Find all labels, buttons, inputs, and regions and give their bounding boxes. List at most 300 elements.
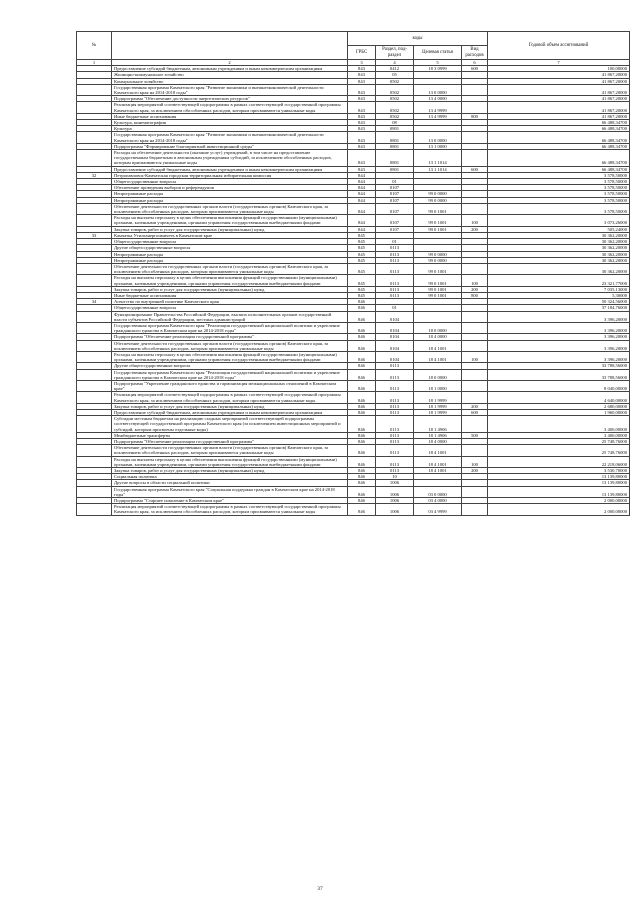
row-grbs: 845 <box>348 232 376 238</box>
row-sum: 33 788,56000 <box>488 363 630 369</box>
row-number <box>77 102 112 113</box>
row-sum: 30 362,20000 <box>488 257 630 263</box>
row-csr: 99 0 1001 <box>414 286 462 292</box>
row-name: Закупка товаров, работ и услуг для государственных (муниципальных) нужд <box>112 226 348 232</box>
row-name: Реализация мероприятий соответствующей подпрограммы в рамках соответствующей государственной программы Камчатского края, за исключением обособленных расходов, которым присваиваются уникальные коды <box>112 102 348 113</box>
row-name: Предоставление субсидий бюджетным, автономным учреждениям и иным некоммерческим организациям <box>112 66 348 72</box>
row-name: Закупка товаров, работ и услуг для государственных (муниципальных) нужд <box>112 403 348 409</box>
row-sum: 66 488,34700 <box>488 132 630 143</box>
row-number <box>77 311 112 322</box>
row-sum: 37 184,76000 <box>488 305 630 311</box>
row-vr <box>462 311 488 322</box>
row-name: Камчатка Утильзнергоимичеть в Камчатском крае <box>112 232 348 238</box>
row-csr: 13 1 0000 <box>414 143 462 149</box>
header-codes: коды <box>348 32 488 46</box>
row-grbs: 846 <box>348 445 376 456</box>
row-sum: 41 867,20000 <box>488 96 630 102</box>
row-razdel: 0113 <box>376 369 414 380</box>
row-name: Агентство по внутренней политике Камчатского края <box>112 299 348 305</box>
row-name: Закупка товаров, работ и услуг для государственных (муниципальных) нужд <box>112 286 348 292</box>
table-row <box>77 351 630 362</box>
row-grbs: 844 <box>348 226 376 232</box>
row-csr: 99 0 0000 <box>414 251 462 257</box>
row-csr: 99 0 1001 <box>414 215 462 226</box>
row-sum: 50 324,56000 <box>488 299 630 305</box>
row-razdel: 0502 <box>376 102 414 113</box>
row-name: Непрограммные расходы <box>112 197 348 203</box>
row-csr: 99 0 1001 <box>414 226 462 232</box>
row-sum: 3 396,20000 <box>488 322 630 333</box>
row-name: Государственная программа Камчатского края "Реализация государственной национальной политики и укрепление гражданского единства в Камчатском крае на 2014-2018 годы" <box>112 369 348 380</box>
row-grbs: 846 <box>348 468 376 474</box>
index-cell: 2 <box>112 60 348 66</box>
row-sum: 3 530,70000 <box>488 468 630 474</box>
row-sum: 25 748,76000 <box>488 445 630 456</box>
row-grbs: 845 <box>348 251 376 257</box>
row-name: Иные бюджетные ассигнования <box>112 292 348 298</box>
row-number <box>77 486 112 497</box>
row-vr: 600 <box>462 409 488 415</box>
row-grbs: 845 <box>348 275 376 286</box>
row-name: Подпрограмма "Обеспечение реализации государственной программы" <box>112 439 348 445</box>
row-csr: 03 0 0000 <box>414 486 462 497</box>
index-cell: 4 <box>376 60 414 66</box>
row-vr <box>462 150 488 167</box>
row-csr: 18 4 1001 <box>414 468 462 474</box>
row-number: 34 <box>77 299 112 305</box>
row-number <box>77 445 112 456</box>
row-grbs: 843 <box>348 78 376 84</box>
row-sum: 3 400,00000 <box>488 432 630 438</box>
row-razdel: 0113 <box>376 275 414 286</box>
header-grbs: ГРБС <box>348 46 376 60</box>
row-razdel: 0104 <box>376 311 414 322</box>
row-razdel: 1006 <box>376 486 414 497</box>
row-csr: 18 3 0999 <box>414 66 462 72</box>
row-csr: 99 0 0000 <box>414 257 462 263</box>
row-sum: 3 578,50000 <box>488 172 630 178</box>
row-sum: 23 321,77000 <box>488 275 630 286</box>
row-razdel: 01 <box>376 239 414 245</box>
header-csr: Целевая статья <box>414 46 462 60</box>
table-row <box>77 380 630 391</box>
row-sum: 7 035,13000 <box>488 286 630 292</box>
row-razdel: 0113 <box>376 257 414 263</box>
row-name: Культура, кинематография <box>112 120 348 126</box>
row-vr <box>462 504 488 515</box>
row-number <box>77 203 112 214</box>
row-csr: 18 0 0000 <box>414 369 462 380</box>
row-sum: 3 396,20000 <box>488 334 630 340</box>
header-name <box>112 32 348 60</box>
table-row <box>77 203 630 214</box>
row-grbs: 844 <box>348 191 376 197</box>
row-name: Реализация мероприятий соответствующей подпрограммы в рамках соответствующей государственной программы Камчатского края, за исключением обособленных расходов, которым присваиваются уникальные коды <box>112 392 348 403</box>
row-razdel: 1006 <box>376 504 414 515</box>
row-vr <box>462 203 488 214</box>
row-sum: 66 488,34700 <box>488 150 630 167</box>
table-row <box>77 340 630 351</box>
row-vr <box>462 340 488 351</box>
row-csr: 18 4 1001 <box>414 340 462 351</box>
row-vr: 800 <box>462 113 488 119</box>
row-grbs: 846 <box>348 380 376 391</box>
row-vr: 100 <box>462 456 488 467</box>
row-razdel: 0801 <box>376 143 414 149</box>
header-sum: Годовой объем ассигнований <box>488 32 630 60</box>
row-csr: 18 4 0000 <box>414 334 462 340</box>
row-vr <box>462 486 488 497</box>
row-sum: 3 578,50000 <box>488 203 630 214</box>
table-row <box>77 84 630 95</box>
row-name: Иные бюджетные ассигнования <box>112 113 348 119</box>
row-grbs: 846 <box>348 311 376 322</box>
row-vr: 800 <box>462 292 488 298</box>
table-row <box>77 132 630 143</box>
row-grbs: 843 <box>348 143 376 149</box>
row-razdel: 0113 <box>376 445 414 456</box>
row-vr <box>462 84 488 95</box>
index-cell: 7 <box>488 60 630 66</box>
row-sum: 5,30000 <box>488 292 630 298</box>
row-sum: 41 867,20000 <box>488 78 630 84</box>
index-cell: 5 <box>414 60 462 66</box>
table-row <box>77 456 630 467</box>
row-sum: 30 362,20000 <box>488 251 630 257</box>
row-csr: 18 1 9999 <box>414 403 462 409</box>
index-cell: 1 <box>77 60 112 66</box>
row-razdel: 0502 <box>376 96 414 102</box>
row-razdel: 0113 <box>376 263 414 274</box>
row-name: Предоставление субсидий бюджетным, автономным учреждениям и иным некоммерческим организациям <box>112 166 348 172</box>
row-razdel: 0113 <box>376 432 414 438</box>
row-number <box>77 275 112 286</box>
header-razdel: Раздел, под-раздел <box>376 46 414 60</box>
row-grbs: 846 <box>348 369 376 380</box>
row-name: Закупка товаров, работ и услуг для государственных (муниципальных) нужд <box>112 468 348 474</box>
row-razdel: 0104 <box>376 351 414 362</box>
row-csr: 13 4 9999 <box>414 102 462 113</box>
row-sum: 3 578,50000 <box>488 191 630 197</box>
row-number <box>77 504 112 515</box>
row-grbs: 843 <box>348 84 376 95</box>
table-row <box>77 445 630 456</box>
table-row <box>77 504 630 515</box>
row-razdel: 0412 <box>376 66 414 72</box>
row-razdel: 0107 <box>376 191 414 197</box>
row-razdel: 0113 <box>376 292 414 298</box>
index-cell: 6 <box>462 60 488 66</box>
row-grbs: 846 <box>348 340 376 351</box>
row-sum: 4 640,00000 <box>488 392 630 403</box>
row-name: Подпрограмма "Старшее поколение в Камчатском крае" <box>112 498 348 504</box>
row-vr: 200 <box>462 403 488 409</box>
row-vr <box>462 132 488 143</box>
row-razdel: 01 <box>376 305 414 311</box>
row-vr: 200 <box>462 226 488 232</box>
row-razdel: 0801 <box>376 166 414 172</box>
row-name: Подпрограмма "Формирование благоприятной инвестиционной среды" <box>112 143 348 149</box>
row-grbs: 846 <box>348 432 376 438</box>
row-grbs: 843 <box>348 166 376 172</box>
row-sum: 13 139,80000 <box>488 486 630 497</box>
row-razdel: 0113 <box>376 409 414 415</box>
row-number <box>77 456 112 467</box>
row-csr <box>414 311 462 322</box>
budget-table <box>76 31 630 516</box>
table-row <box>77 369 630 380</box>
row-name: Государственная программа Камчатского края "Развитие экономики и внешнеэкономической деятельности Камчатского края на 2014-2018 годы" <box>112 84 348 95</box>
row-name: Петропавловск-Камчатская городская территориальная избирательная комиссия <box>112 172 348 178</box>
row-name: Культура <box>112 126 348 132</box>
header-no: № <box>77 32 112 60</box>
row-sum: 100,00000 <box>488 66 630 72</box>
row-csr: 99 0 0000 <box>414 197 462 203</box>
row-name: Расходы на выплаты персоналу в целях обеспечения выполнения функций государственными (муниципальными) органами, казенными учреждениями, органами управления государственными внебюджетными фондами <box>112 275 348 286</box>
row-csr: 99 0 0000 <box>414 191 462 197</box>
row-sum: 2 680,00000 <box>488 403 630 409</box>
row-grbs: 844 <box>348 185 376 191</box>
row-csr: 13 1 1014 <box>414 150 462 167</box>
row-name: Обеспечение деятельности государственных органов власти (государственных органов) Камчатского края, за исключением обособленных расходов, которым присваиваются уникальные коды <box>112 340 348 351</box>
table-row <box>77 416 630 433</box>
row-vr <box>462 102 488 113</box>
row-grbs: 846 <box>348 480 376 486</box>
row-name: Субсидии местным бюджетам на реализацию сходных мероприятий соответствующей подпрограммы соответствующей государственной программы Камчатского края (за исключением инвестиционных мероприятий и субсидий, которым присвоены отдельные коды) <box>112 416 348 433</box>
row-razdel: 0113 <box>376 286 414 292</box>
row-razdel: 0801 <box>376 132 414 143</box>
row-number <box>77 369 112 380</box>
row-razdel: 0104 <box>376 322 414 333</box>
row-number <box>77 132 112 143</box>
row-vr <box>462 322 488 333</box>
row-csr: 18 1 9999 <box>414 409 462 415</box>
row-grbs: 843 <box>348 132 376 143</box>
row-grbs: 844 <box>348 172 376 178</box>
row-csr: 18 1 4906 <box>414 432 462 438</box>
row-grbs: 845 <box>348 239 376 245</box>
table-row <box>77 322 630 333</box>
table-row <box>77 215 630 226</box>
row-razdel: 0107 <box>376 185 414 191</box>
row-sum: 3 578,50000 <box>488 185 630 191</box>
row-number <box>77 215 112 226</box>
row-sum: 3 578,50000 <box>488 179 630 185</box>
row-grbs: 843 <box>348 150 376 167</box>
row-name: Расходы на выплаты персоналу в целях обеспечения выполнения функций государственными (муниципальными) органами, казенными учреждениями, органами управления государственными внебюджетными фондами <box>112 215 348 226</box>
row-name: Расходы на выплаты персоналу в целях обеспечения выполнения функций государственными (муниципальными) органами, казенными учреждениями, органами управления государственными внебюджетными фондами <box>112 351 348 362</box>
row-grbs: 845 <box>348 257 376 263</box>
row-vr: 200 <box>462 286 488 292</box>
row-name: Подпрограмма "Обеспечение доступности энергетических ресурсов" <box>112 96 348 102</box>
row-razdel: 1006 <box>376 498 414 504</box>
row-csr: 13 1 1014 <box>414 166 462 172</box>
row-grbs: 846 <box>348 305 376 311</box>
row-name: Жилищно-коммунальное хозяйство <box>112 72 348 78</box>
row-grbs: 846 <box>348 504 376 515</box>
row-vr <box>462 263 488 274</box>
row-vr: 100 <box>462 351 488 362</box>
row-grbs: 845 <box>348 292 376 298</box>
row-name: Реализация мероприятий соответствующей подпрограммы в рамках соответствующей государственной программы Камчатского края, за исключением обособленных расходов, которым присваиваются уникальные коды <box>112 504 348 515</box>
row-name: Обеспечение деятельности государственных органов власти (государственных органов) Камчатского края, за исключением обособленных расходов, которым присваиваются уникальные коды <box>112 263 348 274</box>
row-razdel: 0502 <box>376 84 414 95</box>
row-razdel: 0113 <box>376 245 414 251</box>
table-row <box>77 486 630 497</box>
row-name: Функционирование Правительства Российской Федерации, высших исполнительных органов государственной власти субъектов Российской Федерации, местных администраций <box>112 311 348 322</box>
row-razdel: 0113 <box>376 392 414 403</box>
row-grbs: 845 <box>348 263 376 274</box>
row-number <box>77 84 112 95</box>
row-razdel: 10 <box>376 474 414 480</box>
row-razdel: 0113 <box>376 403 414 409</box>
row-vr: 500 <box>462 432 488 438</box>
row-csr: 13 4 9999 <box>414 113 462 119</box>
row-razdel: 0801 <box>376 126 414 132</box>
index-cell: 3 <box>348 60 376 66</box>
row-grbs: 846 <box>348 392 376 403</box>
row-vr: 600 <box>462 66 488 72</box>
row-sum: 2 000,00000 <box>488 498 630 504</box>
table-row <box>77 311 630 322</box>
row-vr: 200 <box>462 468 488 474</box>
row-vr <box>462 369 488 380</box>
row-name: Государственная программа Камчатского края "Реализация государственной национальной политики и укрепление гражданского единства в Камчатском крае на 2014-2018 годы" <box>112 322 348 333</box>
row-name: Непрограммные расходы <box>112 191 348 197</box>
row-sum: 66 488,34700 <box>488 166 630 172</box>
row-razdel: 0113 <box>376 468 414 474</box>
row-name: Государственная программа Камчатского края "Социальная поддержка граждан в Камчатском крае на 2014-2018 годы" <box>112 486 348 497</box>
row-razdel: 0502 <box>376 78 414 84</box>
row-grbs: 843 <box>348 120 376 126</box>
row-number <box>77 263 112 274</box>
row-razdel: 01 <box>376 179 414 185</box>
row-grbs: 845 <box>348 286 376 292</box>
row-razdel: 0107 <box>376 197 414 203</box>
row-razdel: 05 <box>376 72 414 78</box>
row-razdel: 0107 <box>376 226 414 232</box>
row-csr: 18 0 0000 <box>414 322 462 333</box>
row-name: Другие общегосударственные вопросы <box>112 245 348 251</box>
row-sum: 8 040,00000 <box>488 380 630 391</box>
row-number: 32 <box>77 172 112 178</box>
row-sum: 25 748,76000 <box>488 439 630 445</box>
row-csr: 18 1 0000 <box>414 380 462 391</box>
row-name: Другие вопросы в области социальной политики <box>112 480 348 486</box>
row-grbs: 846 <box>348 498 376 504</box>
table-body <box>77 66 630 515</box>
row-csr: 18 4 1001 <box>414 456 462 467</box>
row-grbs: 846 <box>348 322 376 333</box>
row-name: Подпрограмма "Укрепление гражданского единства и гармонизация межнациональных отношений в Камчатском крае" <box>112 380 348 391</box>
row-sum: 505,24000 <box>488 226 630 232</box>
row-razdel: 0113 <box>376 439 414 445</box>
row-csr: 13 4 0000 <box>414 96 462 102</box>
row-name: Расходы на выплаты персоналу в целях обеспечения выполнения функций государственными (муниципальными) органами, казенными учреждениями, органами управления государственными внебюджетными фондами <box>112 456 348 467</box>
row-number: 33 <box>77 232 112 238</box>
table-row <box>77 263 630 274</box>
row-grbs: 843 <box>348 102 376 113</box>
row-vr <box>462 445 488 456</box>
row-vr <box>462 392 488 403</box>
row-razdel: 0104 <box>376 340 414 351</box>
row-grbs: 844 <box>348 215 376 226</box>
row-csr: 03 4 9999 <box>414 504 462 515</box>
row-csr: 18 4 1001 <box>414 445 462 456</box>
row-grbs: 843 <box>348 72 376 78</box>
row-name: Обеспечение деятельности государственных органов власти (государственных органов) Камчатского края, за исключением обособленных расходов, которым присваиваются уникальные коды <box>112 203 348 214</box>
row-razdel: 0113 <box>376 251 414 257</box>
row-razdel: 0113 <box>376 456 414 467</box>
row-grbs: 846 <box>348 439 376 445</box>
row-sum: 13 139,80000 <box>488 474 630 480</box>
row-grbs: 846 <box>348 416 376 433</box>
row-sum: 3 578,50000 <box>488 197 630 203</box>
row-grbs: 846 <box>348 456 376 467</box>
table-row <box>77 102 630 113</box>
row-number <box>77 150 112 167</box>
row-razdel: 0801 <box>376 150 414 167</box>
row-name: Государственная программа Камчатского края "Развитие экономики и внешнеэкономической деятельности Камчатского края на 2014-2018 годы" <box>112 132 348 143</box>
row-number <box>77 340 112 351</box>
row-sum: 30 362,20000 <box>488 232 630 238</box>
row-name: Общегосударственные вопросы <box>112 179 348 185</box>
row-razdel: 0502 <box>376 113 414 119</box>
row-grbs: 846 <box>348 403 376 409</box>
row-grbs: 845 <box>348 245 376 251</box>
row-name: Межбюджетные трансферты <box>112 432 348 438</box>
row-grbs: 846 <box>348 334 376 340</box>
row-csr: 99 0 1001 <box>414 275 462 286</box>
row-csr: 03 4 0000 <box>414 498 462 504</box>
row-name: Коммунальное хозяйство <box>112 78 348 84</box>
row-sum: 1 960,00000 <box>488 409 630 415</box>
row-number <box>77 322 112 333</box>
table-row <box>77 275 630 286</box>
row-csr: 13 0 0000 <box>414 84 462 95</box>
row-sum: 30 362,20000 <box>488 263 630 274</box>
row-razdel: 0107 <box>376 215 414 226</box>
row-sum: 41 867,20000 <box>488 102 630 113</box>
row-razdel: 0113 <box>376 416 414 433</box>
row-csr: 18 1 9999 <box>414 392 462 403</box>
row-grbs: 843 <box>348 96 376 102</box>
row-grbs: 844 <box>348 179 376 185</box>
row-csr: 99 0 1001 <box>414 292 462 298</box>
row-number <box>77 416 112 433</box>
row-csr: 18 4 1001 <box>414 351 462 362</box>
row-number <box>77 351 112 362</box>
row-name: Непрограммные расходы <box>112 251 348 257</box>
row-name: Расходы на обеспечение деятельности (оказание услуг) учреждений, в том числе на предоставление государственным бюджетным и автономным учреждениям субсидий, за исключением обособленных расходов, которым присваиваются уникальные коды <box>112 150 348 167</box>
page-number: 37 <box>317 886 323 892</box>
row-vr <box>462 380 488 391</box>
row-grbs: 844 <box>348 197 376 203</box>
row-grbs: 843 <box>348 126 376 132</box>
row-sum: 3 400,00000 <box>488 416 630 433</box>
row-sum: 13 139,80000 <box>488 480 630 486</box>
row-number <box>77 392 112 403</box>
row-sum: 41 867,20000 <box>488 84 630 95</box>
row-grbs: 846 <box>348 486 376 497</box>
row-grbs: 846 <box>348 299 376 305</box>
row-name: Непрограммные расходы <box>112 257 348 263</box>
table-row <box>77 150 630 167</box>
row-csr: 18 1 4906 <box>414 416 462 433</box>
row-vr: 100 <box>462 275 488 286</box>
row-csr: 18 4 0000 <box>414 439 462 445</box>
row-name: Обеспечение деятельности государственных органов власти (государственных органов) Камчатского края, за исключением обособленных расходов, которым присваиваются уникальные коды <box>112 445 348 456</box>
